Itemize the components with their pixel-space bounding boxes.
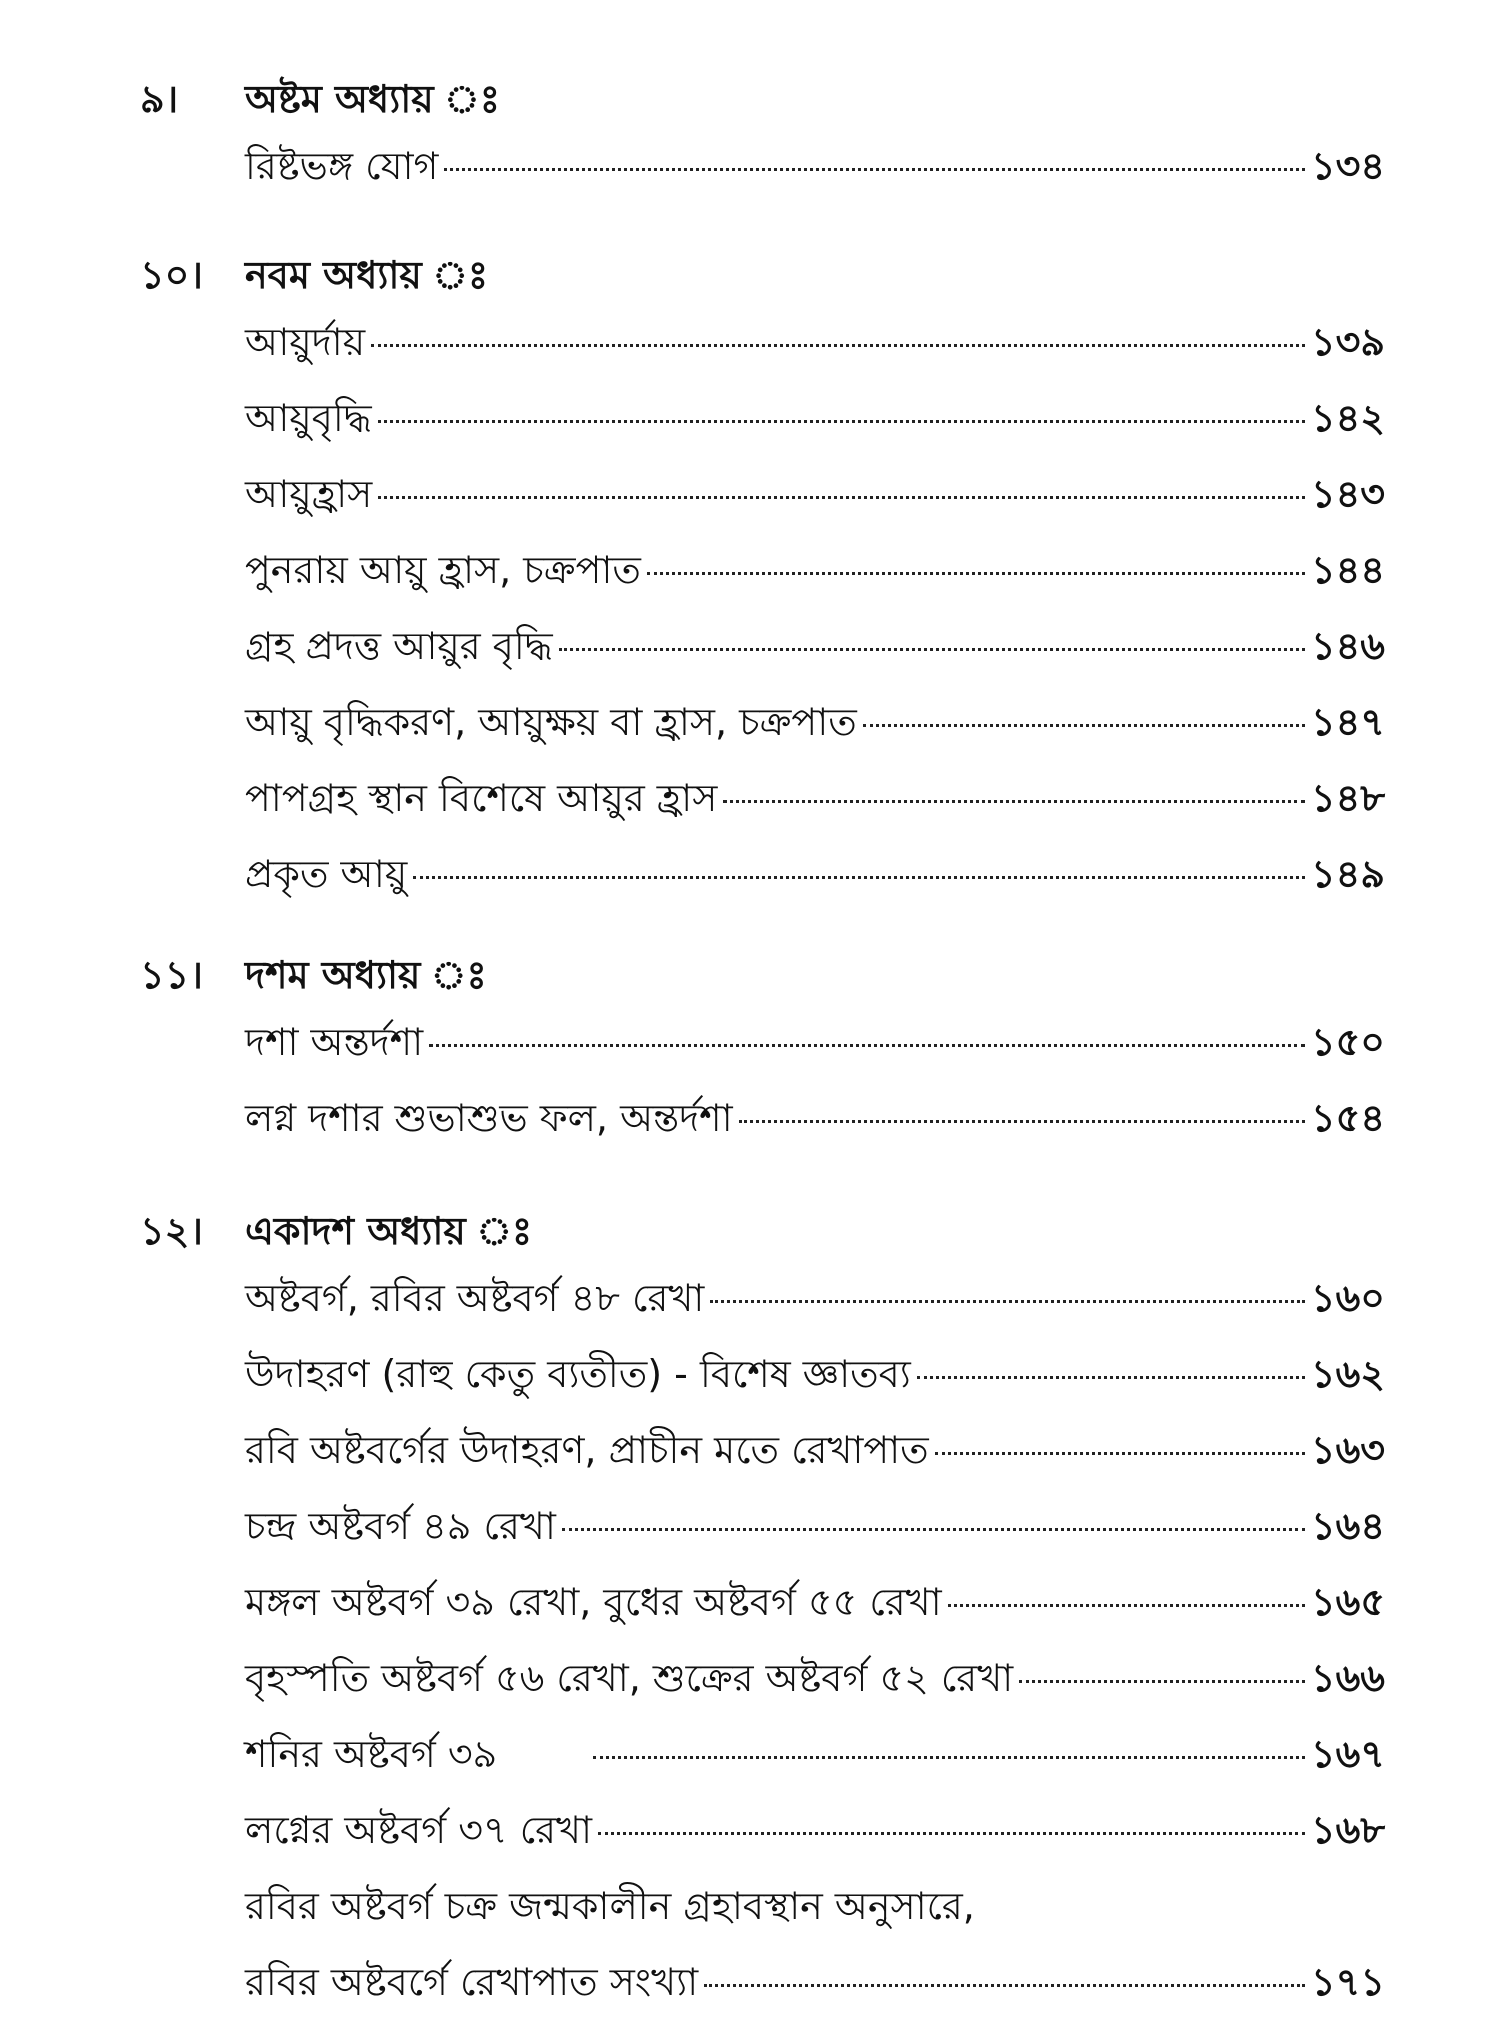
dot-leader bbox=[378, 420, 1305, 423]
entry-title: রবি অষ্টবর্গের উদাহরণ, প্রাচীন মতে রেখাপাত bbox=[245, 1428, 929, 1472]
dot-leader bbox=[413, 876, 1305, 879]
dot-leader bbox=[371, 344, 1305, 347]
dot-leader bbox=[647, 572, 1305, 575]
dot-leader bbox=[710, 1300, 1305, 1303]
toc-entry[interactable] bbox=[0, 304, 1500, 380]
dot-leader bbox=[598, 1832, 1305, 1835]
dot-leader bbox=[593, 1756, 1305, 1759]
toc-section bbox=[0, 228, 1500, 912]
section-heading bbox=[0, 1184, 1500, 1260]
entry-title: আয়ুর্দায় bbox=[245, 320, 366, 364]
entry-title: চন্দ্র অষ্টবর্গ ৪৯ রেখা bbox=[245, 1504, 556, 1548]
page-number: ১৬৪ bbox=[1310, 1504, 1385, 1548]
toc-entry[interactable] bbox=[0, 1412, 1500, 1488]
section-title: অষ্টম অধ্যায় ঃ bbox=[245, 77, 501, 121]
entry-title: রবির অষ্টবর্গ চক্র জন্মকালীন গ্রহাবস্থান অনুসারে, bbox=[245, 1884, 975, 1928]
toc-entry[interactable] bbox=[0, 1260, 1500, 1336]
entry-title: অষ্টবর্গ, রবির অষ্টবর্গ ৪৮ রেখা bbox=[245, 1276, 705, 1320]
section-number: ১১। bbox=[140, 953, 203, 997]
page-number: ১৪৩ bbox=[1310, 472, 1385, 516]
page-number: ১৬৬ bbox=[1310, 1656, 1385, 1700]
page-number: ১৫০ bbox=[1310, 1020, 1385, 1064]
toc-entry[interactable] bbox=[0, 1716, 1500, 1792]
entry-title: গ্রহ প্রদত্ত আয়ুর বৃদ্ধি bbox=[245, 624, 553, 668]
page-number: ১৬৮ bbox=[1310, 1808, 1385, 1852]
toc-entry[interactable] bbox=[0, 128, 1500, 204]
page-number: ১৪৭ bbox=[1310, 700, 1385, 744]
toc-entry[interactable] bbox=[0, 760, 1500, 836]
entry-title: প্রকৃত আয়ু bbox=[245, 852, 408, 896]
dot-leader bbox=[704, 1984, 1305, 1987]
entry-title: আয়ু বৃদ্ধিকরণ, আয়ুক্ষয় বা হ্রাস, চক্রপাত bbox=[245, 700, 857, 744]
dot-leader bbox=[935, 1452, 1305, 1455]
page-number: ১৬৩ bbox=[1310, 1428, 1385, 1472]
section-title: একাদশ অধ্যায় ঃ bbox=[245, 1209, 533, 1253]
dot-leader bbox=[559, 648, 1305, 651]
dot-leader bbox=[723, 800, 1305, 803]
dot-leader bbox=[1019, 1680, 1305, 1683]
entry-title: বৃহস্পতি অষ্টবর্গ ৫৬ রেখা, শুক্রের অষ্টবর্গ ৫২ রেখা bbox=[245, 1656, 1014, 1700]
page-number: ১৪৪ bbox=[1311, 548, 1385, 592]
toc-entry[interactable] bbox=[0, 684, 1500, 760]
page-number: ১৪৮ bbox=[1311, 776, 1385, 820]
toc-section bbox=[0, 928, 1500, 1156]
toc-entry[interactable] bbox=[0, 532, 1500, 608]
entry-title: লগ্নের অষ্টবর্গ ৩৭ রেখা bbox=[245, 1808, 593, 1852]
page-number: ১৩৯ bbox=[1310, 320, 1385, 364]
toc-entry[interactable] bbox=[0, 1488, 1500, 1564]
section-number: ১২। bbox=[140, 1209, 203, 1253]
toc-entry[interactable] bbox=[0, 1080, 1500, 1156]
entry-title: আয়ুবৃদ্ধি bbox=[245, 396, 372, 440]
dot-leader bbox=[948, 1604, 1305, 1607]
dot-leader bbox=[444, 168, 1305, 171]
toc-entry[interactable] bbox=[0, 836, 1500, 912]
page-number: ১৬২ bbox=[1310, 1352, 1385, 1396]
page-number: ১৫৪ bbox=[1311, 1096, 1385, 1140]
entry-title: পাপগ্রহ স্থান বিশেষে আয়ুর হ্রাস bbox=[245, 776, 718, 820]
dot-leader bbox=[378, 496, 1305, 499]
toc-entry[interactable] bbox=[0, 1336, 1500, 1412]
entry-title: উদাহরণ (রাহু কেতু ব্যতীত) - বিশেষ জ্ঞাতব্য bbox=[245, 1352, 911, 1396]
toc-section bbox=[0, 1184, 1500, 2020]
toc-entry[interactable] bbox=[0, 1004, 1500, 1080]
toc-entry[interactable] bbox=[0, 1564, 1500, 1640]
entry-title: পুনরায় আয়ু হ্রাস, চক্রপাত bbox=[245, 548, 641, 592]
entry-title: আয়ুহ্রাস bbox=[245, 472, 373, 516]
page-number: ১৬০ bbox=[1310, 1276, 1385, 1320]
page-number: ১৬৫ bbox=[1310, 1580, 1385, 1624]
entry-title: দশা অন্তর্দশা bbox=[245, 1020, 424, 1064]
page-number: ১৪৬ bbox=[1310, 624, 1385, 668]
toc-entry[interactable] bbox=[0, 1944, 1500, 2020]
dot-leader bbox=[562, 1528, 1305, 1531]
page-number: ১৭১ bbox=[1310, 1960, 1385, 2004]
dot-leader bbox=[739, 1120, 1305, 1123]
page-number: ১৩৪ bbox=[1310, 144, 1385, 188]
page-number: ১৪২ bbox=[1310, 396, 1385, 440]
dot-leader bbox=[917, 1376, 1305, 1379]
page-number: ১৬৭ bbox=[1310, 1732, 1385, 1776]
section-title: দশম অধ্যায় ঃ bbox=[245, 953, 487, 997]
section-heading bbox=[0, 928, 1500, 1004]
toc-entry[interactable] bbox=[0, 1792, 1500, 1868]
toc-entry bbox=[0, 1868, 1500, 1944]
entry-title: রিষ্টভঙ্গ যোগ bbox=[245, 144, 439, 188]
section-heading bbox=[0, 228, 1500, 304]
entry-title: রবির অষ্টবর্গে রেখাপাত সংখ্যা bbox=[245, 1960, 699, 2004]
toc-section bbox=[0, 52, 1500, 204]
entry-title: মঙ্গল অষ্টবর্গ ৩৯ রেখা, বুধের অষ্টবর্গ ৫৫ রেখা bbox=[245, 1580, 942, 1624]
toc-entry[interactable] bbox=[0, 1640, 1500, 1716]
section-heading bbox=[0, 52, 1500, 128]
page-number: ১৪৯ bbox=[1311, 852, 1385, 896]
section-title: নবম অধ্যায় ঃ bbox=[245, 253, 489, 297]
dot-leader bbox=[863, 724, 1305, 727]
section-number: ১০। bbox=[140, 253, 203, 297]
dot-leader bbox=[429, 1044, 1305, 1047]
section-number: ৯। bbox=[140, 77, 179, 121]
entry-title: শনির অষ্টবর্গ ৩৯ bbox=[245, 1732, 498, 1776]
entry-title: লগ্ন দশার শুভাশুভ ফল, অন্তর্দশা bbox=[245, 1096, 733, 1140]
toc-entry[interactable] bbox=[0, 380, 1500, 456]
toc-entry[interactable] bbox=[0, 608, 1500, 684]
toc-entry[interactable] bbox=[0, 456, 1500, 532]
